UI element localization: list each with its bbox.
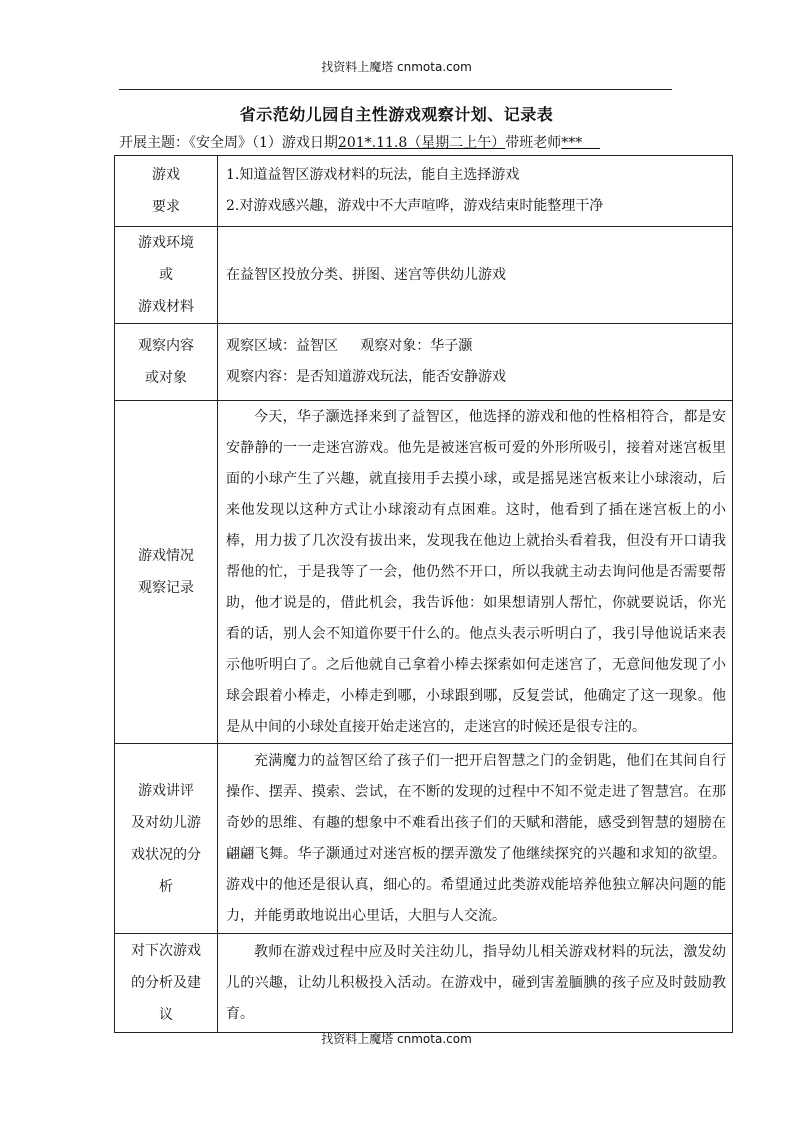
label-line: 戏状况的分	[131, 846, 201, 863]
row-content-observation-record	[218, 401, 733, 744]
teacher-name: ***	[561, 135, 601, 151]
theme-and-date-label: 开展主题：《安全周》（1）游戏日期	[119, 135, 338, 151]
document-title: 省示范幼儿园自主性游戏观察计划、记录表	[239, 105, 554, 124]
label-line: 的分析及建	[131, 975, 201, 991]
content-line: 1.知道益智区游戏材料的玩法，能自主选择游戏	[226, 167, 520, 183]
game-date: 201*.11.8（星期二上午）	[337, 135, 506, 151]
content-line: 观察内容：是否知道游戏玩法，能否安静游戏	[226, 369, 506, 385]
row-content-next-suggestion	[218, 934, 733, 1033]
table-row-evaluation	[115, 744, 733, 934]
row-label-observation-target	[115, 324, 218, 401]
header-divider	[119, 89, 672, 90]
content-line: 在益智区投放分类、拼图、迷宫等供幼儿游戏	[226, 266, 506, 283]
label-line: 观察内容	[138, 338, 194, 354]
label-line: 观察记录	[138, 580, 194, 596]
row-label-environment	[115, 227, 218, 324]
page-header-watermark: 找资料上魔塔 cnmota.com	[321, 60, 472, 74]
table-row-observation-record	[115, 401, 733, 744]
label-line: 要求	[152, 199, 180, 215]
content-paragraph: 教师在游戏过程中应及时关注幼儿，指导幼儿相关游戏材料的玩法，激发幼儿的兴趣，让幼儿积极投入活动。在游戏中，碰到害羞腼腆的孩子应及时鼓励教育。	[226, 943, 726, 1022]
label-line: 议	[159, 1007, 173, 1023]
label-line: 及对幼儿游	[131, 814, 201, 831]
content-paragraph: 充满魔力的益智区给了孩子们一把开启智慧之门的金钥匙，他们在其间自行操作、摆弄、摸索、尝试，在不断的发现的过程中不知不觉走进了智慧宫。在那奇妙的思维、有趣的想象中不难看出孩子们的天赋和潜能，感受到智慧的翅膀在翩翩飞舞。华子灏通过对迷宫板的摆弄激发了他继续探究的兴趣和求知的欲望。游戏中的他还是很认真，细心的。希望通过此类游戏能培养他独立解决问题的能力，并能勇敢地说出心里话，大胆与人交流。	[226, 752, 726, 924]
row-label-observation-record	[115, 401, 218, 744]
row-content-requirements	[218, 156, 733, 227]
row-content-observation-target	[218, 324, 733, 401]
row-label-evaluation	[115, 744, 218, 934]
row-content-environment	[218, 227, 733, 324]
page-footer-watermark: 找资料上魔塔 cnmota.com	[321, 1032, 472, 1046]
table-row-requirements	[115, 156, 733, 227]
content-paragraph: 今天，华子灏选择来到了益智区，他选择的游戏和他的性格相符合，都是安安静静的一一走迷宫游戏。他先是被迷宫板可爱的外形所吸引，接着对迷宫板里面的小球产生了兴趣，就直接用手去摸小球，或是摇晃迷宫板来让小球滚动，后来他发现以这种方式让小球滚动有点困难。这时，他看到了插在迷宫板上的小棒，用力拔了几次没有拔出来，发现我在他边上就抬头看着我，但没有开口请我帮他的忙，于是我等了一会，他仍然不开口，所以我就主动去询问他是否需要帮助，他才说是的，借此机会，我告诉他：如果想请别人帮忙，你就要说话，你光看的话，别人会不知道你要干什么的。他点头表示听明白了，我引导他说话来表示他听明白了。之后他就自己拿着小棒去探索如何走迷宫了，无意间他发现了小球会跟着小棒走，小棒走到哪，小球跟到哪，反复尝试，他确定了这一现象。他是从中间的小球处直接开始走迷宫的，走迷宫的时候还是很专注的。	[226, 408, 726, 735]
meta-line	[119, 132, 679, 152]
row-content-evaluation	[218, 744, 733, 934]
label-line: 游戏材料	[138, 299, 194, 315]
content-line: 2.对游戏感兴趣，游戏中不大声喧哗，游戏结束时能整理干净	[226, 198, 604, 214]
label-line: 对下次游戏	[131, 943, 201, 959]
table-row-environment	[115, 227, 733, 324]
label-line: 游戏讲评	[138, 782, 194, 799]
label-line: 游戏环境	[138, 235, 194, 251]
label-line: 或对象	[145, 370, 187, 386]
content-line: 观察区域：益智区 观察对象：华子灏	[226, 338, 473, 354]
row-label-next-suggestion	[115, 934, 218, 1033]
label-line: 析	[159, 878, 173, 895]
label-line: 或	[159, 267, 173, 283]
label-line: 游戏情况	[138, 548, 194, 564]
observation-table	[114, 155, 733, 1033]
teacher-label: 带班老师	[505, 135, 562, 151]
table-row-next-suggestion	[115, 934, 733, 1033]
row-label-requirements	[115, 156, 218, 227]
table-row-observation-target	[115, 324, 733, 401]
label-line: 游戏	[152, 167, 180, 183]
